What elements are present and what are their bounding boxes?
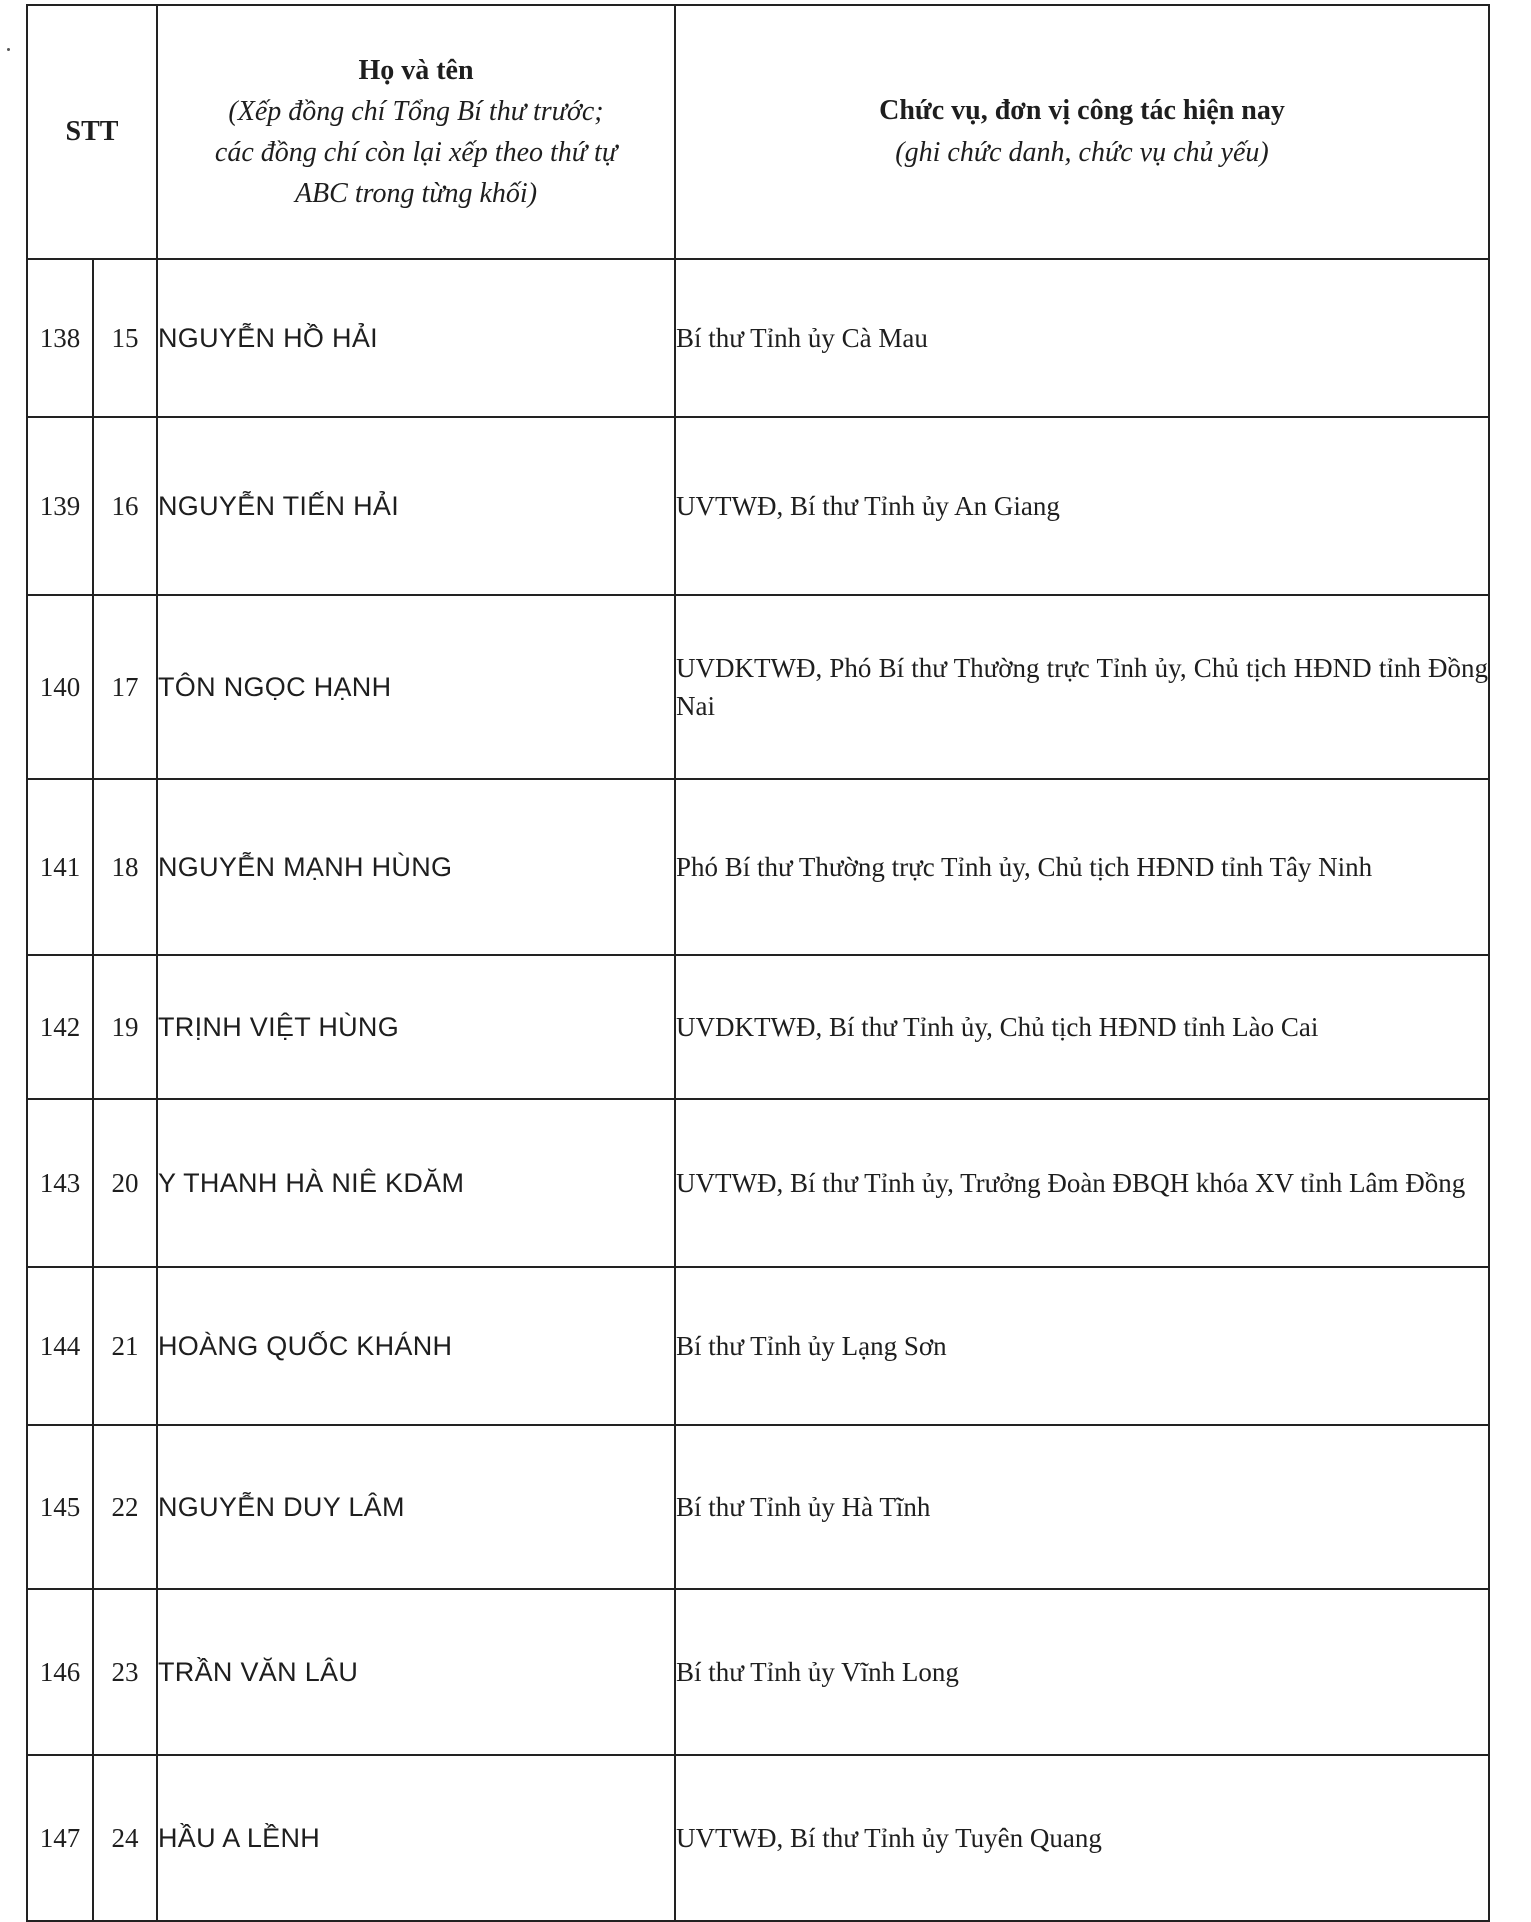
row-sub-stt: 20 bbox=[93, 1099, 157, 1267]
row-role: UVTWĐ, Bí thư Tỉnh ủy Tuyên Quang bbox=[675, 1755, 1489, 1921]
header-name bbox=[157, 5, 675, 259]
header-role-note: (ghi chức danh, chức vụ chủ yếu) bbox=[895, 137, 1269, 168]
row-sub-stt: 15 bbox=[93, 259, 157, 417]
row-stt: 141 bbox=[27, 779, 93, 955]
table-row bbox=[27, 1755, 1489, 1921]
table-row bbox=[27, 1425, 1489, 1589]
row-name: NGUYỄN MẠNH HÙNG bbox=[157, 779, 675, 955]
header-name-note-2: các đồng chí còn lại xếp theo thứ tự bbox=[214, 137, 618, 168]
row-name: Y THANH HÀ NIÊ KDĂM bbox=[157, 1099, 675, 1267]
row-stt: 143 bbox=[27, 1099, 93, 1267]
row-role: UVTWĐ, Bí thư Tỉnh ủy An Giang bbox=[675, 417, 1489, 595]
row-name: NGUYỄN TIẾN HẢI bbox=[157, 417, 675, 595]
table-row bbox=[27, 595, 1489, 779]
row-stt: 140 bbox=[27, 595, 93, 779]
row-name: HOÀNG QUỐC KHÁNH bbox=[157, 1267, 675, 1425]
row-stt: 138 bbox=[27, 259, 93, 417]
row-sub-stt: 19 bbox=[93, 955, 157, 1099]
roster-table bbox=[26, 4, 1490, 1922]
row-stt: 144 bbox=[27, 1267, 93, 1425]
row-name: HẦU A LỀNH bbox=[157, 1755, 675, 1921]
row-stt: 147 bbox=[27, 1755, 93, 1921]
row-role: Bí thư Tỉnh ủy Hà Tĩnh bbox=[675, 1425, 1489, 1589]
table-row bbox=[27, 417, 1489, 595]
row-role: Bí thư Tỉnh ủy Vĩnh Long bbox=[675, 1589, 1489, 1755]
row-sub-stt: 21 bbox=[93, 1267, 157, 1425]
header-role-title: Chức vụ, đơn vị công tác hiện nay bbox=[879, 95, 1285, 126]
row-name: TRẦN VĂN LÂU bbox=[157, 1589, 675, 1755]
row-sub-stt: 23 bbox=[93, 1589, 157, 1755]
scan-speck bbox=[7, 48, 10, 51]
row-name: TÔN NGỌC HẠNH bbox=[157, 595, 675, 779]
row-stt: 139 bbox=[27, 417, 93, 595]
row-sub-stt: 17 bbox=[93, 595, 157, 779]
row-role: UVTWĐ, Bí thư Tỉnh ủy, Trưởng Đoàn ĐBQH khóa XV tỉnh Lâm Đồng bbox=[675, 1099, 1489, 1267]
row-sub-stt: 18 bbox=[93, 779, 157, 955]
table-row bbox=[27, 1099, 1489, 1267]
header-name-note-3: ABC trong từng khối) bbox=[294, 178, 538, 209]
row-sub-stt: 22 bbox=[93, 1425, 157, 1589]
row-sub-stt: 16 bbox=[93, 417, 157, 595]
table-row bbox=[27, 259, 1489, 417]
header-name-note-1: (Xếp đồng chí Tổng Bí thư trước; bbox=[228, 96, 604, 127]
table-header-row bbox=[27, 5, 1489, 259]
table-row bbox=[27, 779, 1489, 955]
table-row bbox=[27, 1589, 1489, 1755]
table-row bbox=[27, 1267, 1489, 1425]
row-name: TRỊNH VIỆT HÙNG bbox=[157, 955, 675, 1099]
row-role: Bí thư Tỉnh ủy Lạng Sơn bbox=[675, 1267, 1489, 1425]
row-stt: 145 bbox=[27, 1425, 93, 1589]
row-sub-stt: 24 bbox=[93, 1755, 157, 1921]
row-name: NGUYỄN DUY LÂM bbox=[157, 1425, 675, 1589]
table-row bbox=[27, 955, 1489, 1099]
row-role: UVDKTWĐ, Bí thư Tỉnh ủy, Chủ tịch HĐND tỉnh Lào Cai bbox=[675, 955, 1489, 1099]
row-role: Phó Bí thư Thường trực Tỉnh ủy, Chủ tịch HĐND tỉnh Tây Ninh bbox=[675, 779, 1489, 955]
header-role bbox=[675, 5, 1489, 259]
row-stt: 142 bbox=[27, 955, 93, 1099]
header-stt: STT bbox=[27, 5, 157, 259]
row-stt: 146 bbox=[27, 1589, 93, 1755]
row-role: Bí thư Tỉnh ủy Cà Mau bbox=[675, 259, 1489, 417]
row-name: NGUYỄN HỒ HẢI bbox=[157, 259, 675, 417]
header-name-title: Họ và tên bbox=[358, 55, 474, 86]
row-role: UVDKTWĐ, Phó Bí thư Thường trực Tỉnh ủy, Chủ tịch HĐND tỉnh Đồng Nai bbox=[675, 595, 1489, 779]
